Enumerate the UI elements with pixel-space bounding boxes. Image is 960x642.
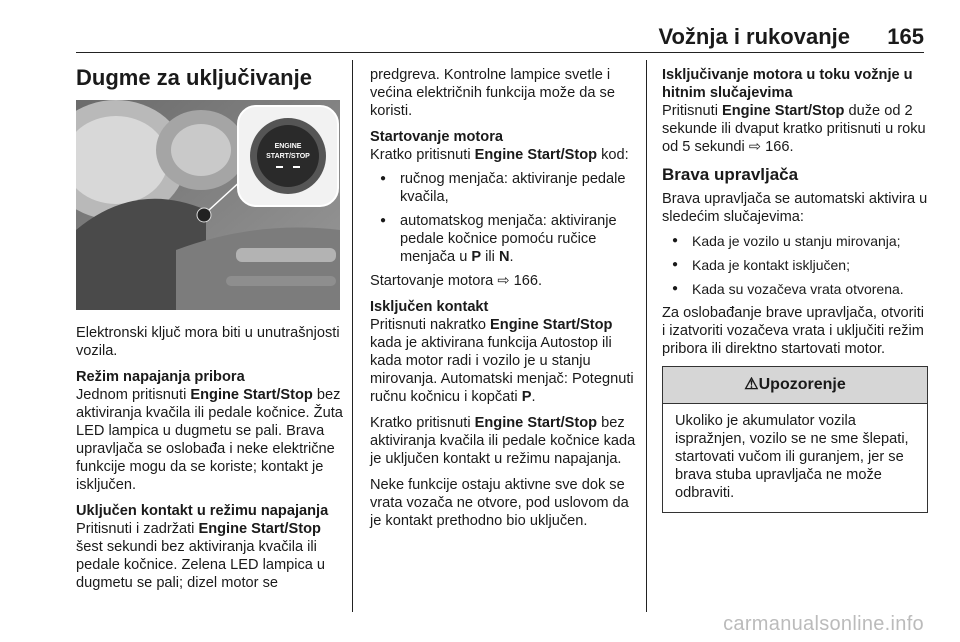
start-conditions-list (370, 170, 638, 266)
button-name: Engine Start/Stop (474, 147, 598, 163)
gear-p: P (471, 249, 482, 265)
list-item: ● Kada je vozilo u stanju mirovanja; (662, 232, 928, 250)
start-stop-button-photo (76, 100, 340, 310)
paragraph: Brava upravljača se automatski aktivira u sledećim slučajevima: (662, 191, 928, 225)
page-ref-arrow-icon: ⇨ (497, 273, 510, 289)
text: kada je aktivirana funkcija Autostop ili kada motor radi i vozilo je u stanju mirovanja. Automatski menjač: Potegnuti ručnu kočnicu i kopčati (370, 335, 634, 405)
gear-p: P (521, 389, 532, 405)
page-ref: 166. (761, 139, 794, 155)
text: bez aktiviranja kvačila ili pedale kočnice. Žuta LED lampica u dugmetu se pali. Brava upravljača se oslobađa i neke električne funkcije mogu da se koriste; kontakt je isključen. (76, 387, 343, 493)
warning-header (663, 367, 927, 404)
list-item: ● Kada je kontakt isključen; (662, 256, 928, 274)
subheading-accessory-mode: Režim napajanja pribora (76, 369, 245, 385)
text: bez aktiviranja kvačila ili pedale kočnice kada je uključen kontakt u režimu napajanja. (370, 415, 636, 467)
section-heading: Dugme za uključivanje (76, 65, 312, 90)
list-item: ● Kada su vozačeva vrata otvorena. (662, 280, 928, 298)
text: ili (481, 249, 499, 265)
gear-n: N (498, 249, 510, 265)
text: kod: (597, 147, 629, 163)
button-name: Engine Start/Stop (198, 521, 321, 537)
button-name: Engine Start/Stop (190, 387, 313, 403)
text: . (531, 389, 536, 405)
continued-text: predgreva. Kontrolne lampice svetle i većina električnih funkcija može da se koristi. (370, 67, 615, 119)
text: Kratko pritisnuti (370, 147, 475, 163)
text: Pritisnuti nakratko (370, 317, 491, 333)
button-name: Engine Start/Stop (474, 415, 598, 431)
list-item (370, 212, 638, 266)
column-divider-2 (646, 60, 647, 612)
photo-button-label-1: ENGINE (274, 143, 302, 150)
page-number: 165 (887, 24, 924, 49)
column-1 (76, 324, 344, 600)
warning-title: Upozorenje (758, 376, 846, 393)
intro-text: Elektronski ključ mora biti u unutrašnjosti vozila. (76, 325, 340, 359)
column-3 (662, 66, 928, 513)
header-rule (76, 52, 924, 53)
page-ref-arrow-icon: ⇨ (748, 139, 762, 155)
text: . (509, 249, 514, 265)
running-header-title: Vožnja i rukovanje (658, 24, 850, 49)
button-name: Engine Start/Stop (722, 103, 845, 119)
steering-lock-list (662, 232, 928, 298)
text: Startovanje motora (370, 273, 498, 289)
subheading-emergency-stop: Isključivanje motora u toku vožnje u hitnim slučajevima (662, 67, 913, 101)
warning-box (662, 366, 928, 513)
warning-icon: ⚠ (744, 376, 759, 393)
subheading-starting-engine: Startovanje motora (370, 129, 503, 145)
subheading-ignition-off: Isključen kontakt (370, 299, 489, 315)
text: Pritisnuti i zadržati (76, 521, 199, 537)
text: šest sekundi bez aktiviranja kvačila ili pedale kočnice. Zelena LED lampica u dugmetu se pali; dizel motor se (76, 539, 326, 591)
photo-button-label-2: START/STOP (266, 153, 310, 160)
list-item: ● ručnog menjača: aktiviranje pedale kvačila, (370, 170, 638, 206)
paragraph: Neke funkcije ostaju aktivne sve dok se vrata vozača ne otvore, pod uslovom da je kontakt prethodno bio uključen. (370, 477, 629, 529)
section-heading-steering-lock: Brava upravljača (662, 165, 799, 184)
page-ref: 166. (509, 273, 543, 289)
column-divider-1 (352, 60, 353, 612)
text: Pritisnuti (662, 103, 723, 119)
subheading-ignition-on: Uključen kontakt u režimu napajanja (76, 503, 329, 519)
paragraph: Za oslobađanje brave upravljača, otvoriti i izatvoriti vozačeva vrata i uključiti režim pribora ili direktno startovati motor. (662, 305, 925, 357)
column-2 (370, 66, 638, 538)
text: Kratko pritisnuti (370, 415, 475, 431)
text: Jednom pritisnuti (76, 387, 191, 403)
text: automatskog menjača: aktiviranje pedale kočnice pomoću ručice menjača u (400, 213, 617, 265)
watermark: carmanualsonline.info (723, 613, 924, 635)
warning-body: Ukoliko je akumulator vozila ispražnjen, vozilo se ne sme šlepati, startovati vučom ili guranjem, jer se brava stuba upravljača ne može odbraviti. (675, 413, 909, 501)
button-name: Engine Start/Stop (490, 317, 613, 333)
text: duže od 2 sekunde ili dvaput kratko pritisnuti u roku od 5 sekundi (662, 103, 926, 155)
